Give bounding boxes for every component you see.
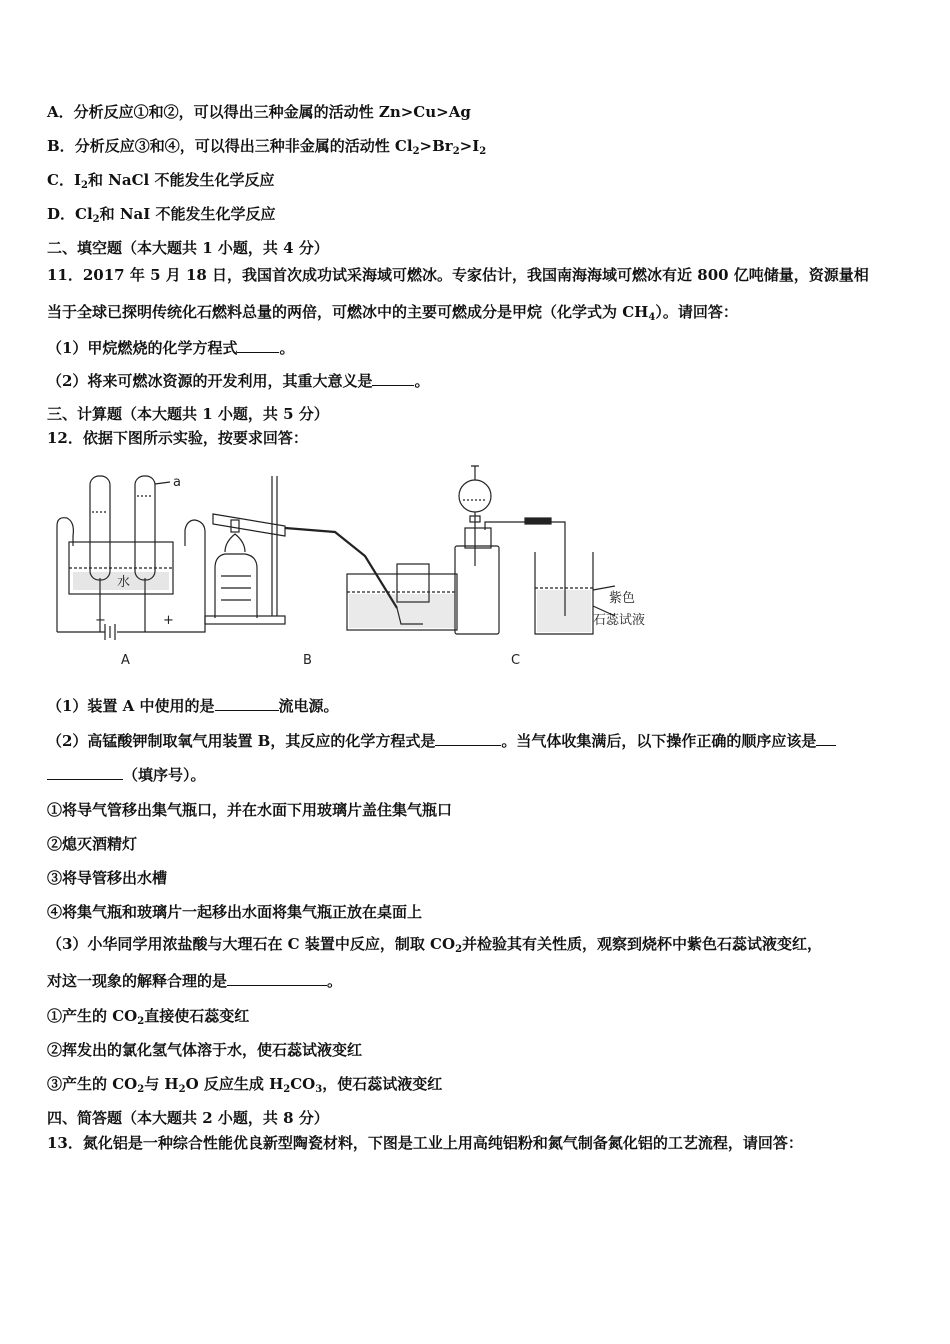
q12-step4: ④将集气瓶和玻璃片一起移出水面将集气瓶正放在桌面上 [47,903,423,921]
label-apparatus-a: A [121,653,130,668]
label-apparatus-c: C [511,653,521,668]
option-b: B．分析反应③和④，可以得出三种非金属的活动性 $Cl_2>Br_2>I_2$ [47,137,487,157]
q12-part3-cont: 对这一现象的解释合理的是 。 [47,972,343,990]
label-litmus-2: 石蕊试液 [593,613,646,628]
q11-part1: （1）甲烷燃烧的化学方程式 。 [47,339,295,357]
q11-part2: （2）将来可燃冰资源的开发利用，其重大意义是 。 [47,372,430,390]
label-a-small: a [173,475,181,490]
answer-blank[interactable] [227,970,327,986]
tube-right [135,476,155,580]
option-a: A．分析反应①和②，可以得出三种金属的活动性 Zn>Cu>Ag [47,103,471,121]
label-minus: − [95,613,106,628]
apparatus-diagram [45,456,685,676]
separatory-funnel [459,480,491,512]
q12-part2-cont: （填序号）。 [47,764,206,785]
q12-step2: ②熄灭酒精灯 [47,835,138,853]
q11-line2: 当于全球已探明传统化石燃料总量的两倍，可燃冰中的主要可燃成分是甲烷（化学式为 $CH_4$）。请回答： [47,303,738,323]
label-litmus-1: 紫色 [609,591,636,606]
experiment-figure [45,456,685,676]
q12-part1: （1）装置 A 中使用的是 流电源。 [47,697,339,715]
q12-explain3: ③产生的 $CO_2$与 $H_2O$ 反应生成 $H_2CO_3$，使石蕊试液变红 [47,1075,443,1095]
label-water: 水 [117,575,131,590]
section-2-title: 二、填空题（本大题共 1 小题，共 4 分） [47,239,329,257]
label-plus: + [163,613,174,628]
answer-blank[interactable] [435,730,501,746]
liquid-hatch [73,572,591,632]
q12-intro: 12．依据下图所示实验，按要求回答： [47,429,308,447]
label-apparatus-b: B [303,653,312,668]
answer-blank[interactable] [816,730,836,746]
q12-step3: ③将导管移出水槽 [47,869,168,887]
option-d: D．$Cl_2$和 NaI 不能发生化学反应 [47,205,276,225]
section-4-title: 四、简答题（本大题共 2 小题，共 8 分） [47,1109,329,1127]
q13-intro: 13．氮化铝是一种综合性能优良新型陶瓷材料，下图是工业上用高纯铝粉和氮气制备氮化铝的工艺流程，请回答： [47,1134,803,1152]
section-3-title: 三、计算题（本大题共 1 小题，共 5 分） [47,405,329,423]
test-tube [213,514,285,536]
gas-bottle [455,546,499,634]
answer-blank[interactable] [372,370,414,386]
tube-left [90,476,110,580]
q12-explain1: ①产生的 $CO_2$直接使石蕊变红 [47,1007,250,1027]
apparatus-b-base [205,616,285,624]
q12-part2: （2）高锰酸钾制取氧气用装置 B，其反应的化学方程式是 。当气体收集满后，以下操作正确的顺序应该是 [47,730,836,751]
option-c: C．$I_2$和 NaCl 不能发生化学反应 [47,171,275,191]
apparatus-a-side [57,518,73,632]
q12-part3: （3）小华同学用浓盐酸与大理石在 C 装置中反应，制取 $CO_2$并检验其有关性质，观察到烧杯中紫色石蕊试液变红， [47,935,823,955]
answer-blank[interactable] [215,695,279,711]
q12-explain2: ②挥发出的氯化氢气体溶于水，使石蕊试液变红 [47,1041,363,1059]
q12-step1: ①将导气管移出集气瓶口，并在水面下用玻璃片盖住集气瓶口 [47,801,453,819]
answer-blank[interactable] [237,337,279,353]
q11-line1: 11．2017 年 5 月 18 日，我国首次成功试采海域可燃冰。专家估计，我国南海海域可燃冰有近 800 亿吨储量，资源量相 [47,266,869,284]
answer-blank[interactable] [47,764,123,780]
